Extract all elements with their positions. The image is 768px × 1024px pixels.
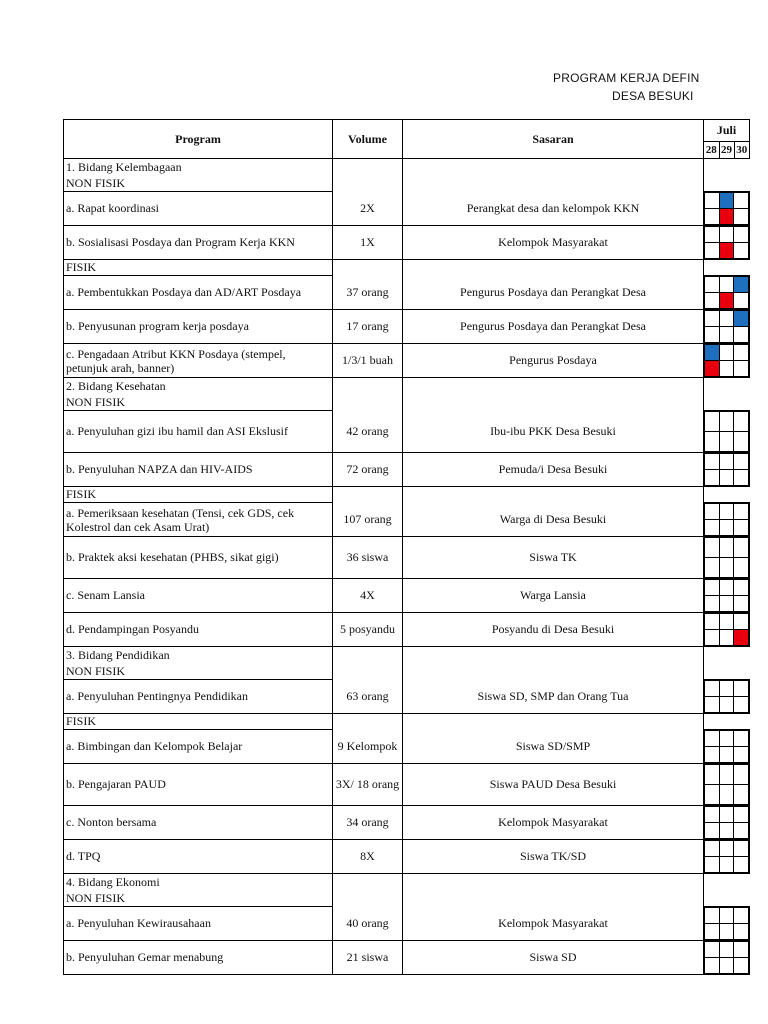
schedule-cell (719, 470, 734, 486)
volume-cell (333, 378, 403, 395)
volume-cell: 1X (333, 226, 403, 260)
schedule-cell (719, 227, 734, 243)
section-title: 1. Bidang Kelembagaan (64, 159, 333, 176)
schedule-cell (734, 243, 749, 259)
volume-cell: 3X/ 18 orang (333, 764, 403, 806)
sasaran-cell (403, 159, 704, 176)
schedule-cell (734, 580, 749, 596)
sasaran-cell (403, 395, 704, 411)
schedule-cell (734, 731, 749, 747)
table-row (64, 226, 750, 260)
schedule-cell (705, 765, 720, 785)
program-cell: a. Rapat koordinasi (64, 192, 333, 226)
program-cell: b. Praktek aksi kesehatan (PHBS, sikat gigi) (64, 537, 333, 579)
sasaran-cell (403, 487, 704, 503)
table-row (64, 613, 750, 647)
schedule-cell (705, 520, 720, 536)
empty-cell (704, 874, 750, 891)
schedule-cell-red (719, 243, 734, 259)
sasaran-cell: Siswa SD/SMP (403, 730, 704, 764)
volume-cell (333, 874, 403, 891)
schedule-cell (705, 470, 720, 486)
schedule-cell (719, 681, 734, 697)
sasaran-cell: Ibu-ibu PKK Desa Besuki (403, 411, 704, 453)
table-row (64, 579, 750, 613)
table-row (64, 806, 750, 840)
sasaran-cell (403, 714, 704, 730)
empty-cell (704, 891, 750, 907)
sasaran-cell: Pengurus Posdaya (403, 344, 704, 378)
subsection-label: NON FISIK (64, 664, 333, 680)
schedule-cell (719, 412, 734, 432)
schedule-cell (705, 504, 720, 520)
subsection-row (64, 891, 750, 907)
schedule-cell (734, 785, 749, 805)
section-row (64, 874, 750, 891)
volume-cell: 8X (333, 840, 403, 874)
program-cell: c. Nonton bersama (64, 806, 333, 840)
schedule-cell (734, 538, 749, 558)
schedule-cell (705, 596, 720, 612)
volume-cell (333, 487, 403, 503)
table-row (64, 503, 750, 537)
table-row (64, 680, 750, 714)
schedule-grid (704, 907, 750, 941)
schedule-grid (704, 344, 750, 378)
schedule-cell (734, 841, 749, 857)
table-row (64, 192, 750, 226)
volume-cell: 4X (333, 579, 403, 613)
schedule-cell (719, 327, 734, 343)
schedule-cell (719, 614, 734, 630)
schedule-cell (705, 614, 720, 630)
schedule-grid (704, 503, 750, 537)
sasaran-cell (403, 260, 704, 276)
program-cell: b. Pengajaran PAUD (64, 764, 333, 806)
schedule-cell (719, 942, 734, 958)
schedule-cell (705, 958, 720, 974)
subsection-row (64, 714, 750, 730)
schedule-cell (705, 807, 720, 823)
schedule-cell (719, 596, 734, 612)
schedule-cell (734, 361, 749, 377)
program-cell: c. Senam Lansia (64, 579, 333, 613)
schedule-cell (705, 697, 720, 713)
program-cell: d. Pendampingan Posyandu (64, 613, 333, 647)
sasaran-cell (403, 647, 704, 664)
section-title: 2. Bidang Kesehatan (64, 378, 333, 395)
schedule-cell (719, 538, 734, 558)
program-cell: d. TPQ (64, 840, 333, 874)
schedule-cell (719, 504, 734, 520)
program-cell: a. Bimbingan dan Kelompok Belajar (64, 730, 333, 764)
header-program: Program (64, 120, 333, 159)
schedule-cell (705, 277, 720, 293)
volume-cell: 63 orang (333, 680, 403, 714)
schedule-cell (719, 311, 734, 327)
table-row (64, 537, 750, 579)
sasaran-cell: Pengurus Posdaya dan Perangkat Desa (403, 310, 704, 344)
schedule-cell (734, 958, 749, 974)
schedule-cell (705, 857, 720, 873)
schedule-cell (734, 412, 749, 432)
sasaran-cell (403, 891, 704, 907)
volume-cell (333, 647, 403, 664)
volume-cell: 72 orang (333, 453, 403, 487)
schedule-cell (705, 942, 720, 958)
table-row (64, 941, 750, 975)
program-cell: a. Pembentukkan Posdaya dan AD/ART Posdaya (64, 276, 333, 310)
schedule-grid (704, 537, 750, 579)
empty-cell (704, 159, 750, 176)
section-row (64, 647, 750, 664)
table-row (64, 840, 750, 874)
schedule-cell (734, 209, 749, 225)
schedule-cell (719, 747, 734, 763)
schedule-cell (705, 841, 720, 857)
schedule-cell-blue (705, 345, 720, 361)
table-row (64, 276, 750, 310)
schedule-cell (734, 227, 749, 243)
volume-cell: 5 posyandu (333, 613, 403, 647)
schedule-grid (704, 579, 750, 613)
schedule-cell (705, 747, 720, 763)
table-header-row (64, 120, 750, 159)
schedule-cell (705, 630, 720, 646)
schedule-cell (734, 942, 749, 958)
page-title: PROGRAM KERJA DEFIN (553, 71, 700, 85)
subsection-label: FISIK (64, 487, 333, 503)
schedule-cell-blue (719, 193, 734, 209)
schedule-cell (719, 630, 734, 646)
schedule-cell (719, 580, 734, 596)
volume-cell (333, 891, 403, 907)
empty-cell (704, 487, 750, 503)
schedule-cell (719, 908, 734, 924)
schedule-cell (705, 209, 720, 225)
empty-cell (704, 714, 750, 730)
schedule-cell (719, 697, 734, 713)
schedule-cell (719, 785, 734, 805)
table-row (64, 344, 750, 378)
subsection-row (64, 176, 750, 192)
subsection-label: NON FISIK (64, 891, 333, 907)
volume-cell: 42 orang (333, 411, 403, 453)
volume-cell: 2X (333, 192, 403, 226)
schedule-cell (719, 924, 734, 940)
header-volume: Volume (333, 120, 403, 159)
schedule-grid (704, 840, 750, 874)
schedule-cell (734, 193, 749, 209)
sasaran-cell (403, 874, 704, 891)
schedule-cell (734, 807, 749, 823)
table-row (64, 764, 750, 806)
empty-cell (704, 176, 750, 192)
schedule-cell (705, 580, 720, 596)
schedule-cell (705, 908, 720, 924)
schedule-cell (719, 731, 734, 747)
subsection-row (64, 395, 750, 411)
table-row (64, 453, 750, 487)
section-title: 4. Bidang Ekonomi (64, 874, 333, 891)
schedule-cell (705, 432, 720, 452)
sasaran-cell: Siswa PAUD Desa Besuki (403, 764, 704, 806)
schedule-cell (734, 558, 749, 578)
schedule-grid (704, 226, 750, 260)
schedule-grid (704, 764, 750, 806)
schedule-cell (734, 432, 749, 452)
schedule-grid (704, 680, 750, 714)
program-table-container (63, 119, 748, 964)
empty-cell (704, 378, 750, 395)
header-month-block (704, 120, 750, 159)
schedule-cell (734, 823, 749, 839)
schedule-cell (705, 785, 720, 805)
empty-cell (704, 664, 750, 680)
schedule-cell (705, 454, 720, 470)
section-title: 3. Bidang Pendidikan (64, 647, 333, 664)
sasaran-cell: Posyandu di Desa Besuki (403, 613, 704, 647)
program-cell: a. Penyuluhan gizi ibu hamil dan ASI Ekslusif (64, 411, 333, 453)
schedule-cell (734, 504, 749, 520)
schedule-cell (705, 293, 720, 309)
schedule-grid (704, 806, 750, 840)
schedule-cell-blue (734, 277, 749, 293)
program-table (63, 119, 750, 975)
volume-cell: 36 siswa (333, 537, 403, 579)
schedule-grid (704, 613, 750, 647)
volume-cell (333, 664, 403, 680)
sasaran-cell: Warga Lansia (403, 579, 704, 613)
schedule-cell (719, 958, 734, 974)
schedule-cell (719, 454, 734, 470)
schedule-cell (705, 412, 720, 432)
header-day: 29 (719, 141, 734, 158)
schedule-cell (705, 681, 720, 697)
sasaran-cell: Siswa SD (403, 941, 704, 975)
schedule-cell (734, 454, 749, 470)
empty-cell (704, 647, 750, 664)
schedule-grid (704, 310, 750, 344)
sasaran-cell (403, 664, 704, 680)
sasaran-cell: Kelompok Masyarakat (403, 226, 704, 260)
table-row (64, 907, 750, 941)
sasaran-cell: Warga di Desa Besuki (403, 503, 704, 537)
section-row (64, 378, 750, 395)
volume-cell: 1/3/1 buah (333, 344, 403, 378)
volume-cell (333, 176, 403, 192)
schedule-cell (734, 681, 749, 697)
schedule-cell (719, 361, 734, 377)
sasaran-cell: Siswa SD, SMP dan Orang Tua (403, 680, 704, 714)
schedule-cell (705, 558, 720, 578)
schedule-cell-blue (734, 311, 749, 327)
subsection-row (64, 260, 750, 276)
program-cell: c. Pengadaan Atribut KKN Posdaya (stempel, petunjuk arah, banner) (64, 344, 333, 378)
schedule-cell (734, 697, 749, 713)
schedule-cell (734, 747, 749, 763)
schedule-cell (719, 807, 734, 823)
schedule-cell-red (719, 209, 734, 225)
schedule-cell (719, 841, 734, 857)
schedule-grid (704, 411, 750, 453)
schedule-cell (705, 823, 720, 839)
subsection-label: NON FISIK (64, 395, 333, 411)
empty-cell (704, 260, 750, 276)
schedule-cell-red (705, 361, 720, 377)
sasaran-cell: Pengurus Posdaya dan Perangkat Desa (403, 276, 704, 310)
schedule-cell (719, 432, 734, 452)
schedule-cell (734, 345, 749, 361)
volume-cell: 9 Kelompok (333, 730, 403, 764)
program-cell: b. Penyuluhan NAPZA dan HIV-AIDS (64, 453, 333, 487)
sasaran-cell: Pemuda/i Desa Besuki (403, 453, 704, 487)
subsection-label: NON FISIK (64, 176, 333, 192)
section-row (64, 159, 750, 176)
volume-cell: 17 orang (333, 310, 403, 344)
volume-cell (333, 159, 403, 176)
sasaran-cell: Siswa TK/SD (403, 840, 704, 874)
subsection-row (64, 487, 750, 503)
program-cell: b. Penyusunan program kerja posdaya (64, 310, 333, 344)
schedule-cell (719, 765, 734, 785)
header-sasaran: Sasaran (403, 120, 704, 159)
header-day: 28 (704, 141, 719, 158)
volume-cell: 37 orang (333, 276, 403, 310)
table-row (64, 730, 750, 764)
volume-cell (333, 395, 403, 411)
table-row (64, 411, 750, 453)
schedule-cell (719, 857, 734, 873)
schedule-cell (734, 520, 749, 536)
table-row (64, 310, 750, 344)
program-cell: a. Penyuluhan Pentingnya Pendidikan (64, 680, 333, 714)
subsection-row (64, 664, 750, 680)
sasaran-cell: Perangkat desa dan kelompok KKN (403, 192, 704, 226)
schedule-cell (705, 227, 720, 243)
schedule-cell (734, 470, 749, 486)
schedule-cell (705, 924, 720, 940)
schedule-cell (705, 193, 720, 209)
schedule-grid (704, 453, 750, 487)
volume-cell: 34 orang (333, 806, 403, 840)
schedule-cell (734, 327, 749, 343)
schedule-cell (734, 614, 749, 630)
volume-cell: 21 siswa (333, 941, 403, 975)
volume-cell (333, 260, 403, 276)
schedule-cell (719, 558, 734, 578)
sasaran-cell (403, 176, 704, 192)
program-cell: b. Sosialisasi Posdaya dan Program Kerja KKN (64, 226, 333, 260)
schedule-grid (704, 192, 750, 226)
sasaran-cell: Siswa TK (403, 537, 704, 579)
program-cell: a. Pemeriksaan kesehatan (Tensi, cek GDS, cek Kolestrol dan cek Asam Urat) (64, 503, 333, 537)
volume-cell: 40 orang (333, 907, 403, 941)
subsection-label: FISIK (64, 260, 333, 276)
schedule-cell (734, 908, 749, 924)
schedule-cell (719, 823, 734, 839)
schedule-grid (704, 730, 750, 764)
schedule-grid (704, 941, 750, 975)
schedule-cell (734, 293, 749, 309)
schedule-cell (719, 520, 734, 536)
subsection-label: FISIK (64, 714, 333, 730)
schedule-cell-red (719, 293, 734, 309)
schedule-cell (719, 345, 734, 361)
schedule-cell (705, 538, 720, 558)
empty-cell (704, 395, 750, 411)
schedule-cell (705, 731, 720, 747)
sasaran-cell (403, 378, 704, 395)
schedule-cell (705, 243, 720, 259)
schedule-cell (734, 924, 749, 940)
volume-cell (333, 714, 403, 730)
header-month: Juli (704, 120, 749, 141)
schedule-cell (705, 327, 720, 343)
sasaran-cell: Kelompok Masyarakat (403, 907, 704, 941)
program-cell: a. Penyuluhan Kewirausahaan (64, 907, 333, 941)
schedule-cell (705, 311, 720, 327)
schedule-cell (719, 277, 734, 293)
schedule-cell (734, 857, 749, 873)
program-cell: b. Penyuluhan Gemar menabung (64, 941, 333, 975)
schedule-cell (734, 765, 749, 785)
volume-cell: 107 orang (333, 503, 403, 537)
schedule-cell-red (734, 630, 749, 646)
schedule-grid (704, 276, 750, 310)
schedule-cell (734, 596, 749, 612)
page-subtitle: DESA BESUKI (612, 89, 694, 103)
sasaran-cell: Kelompok Masyarakat (403, 806, 704, 840)
header-day: 30 (736, 143, 748, 156)
